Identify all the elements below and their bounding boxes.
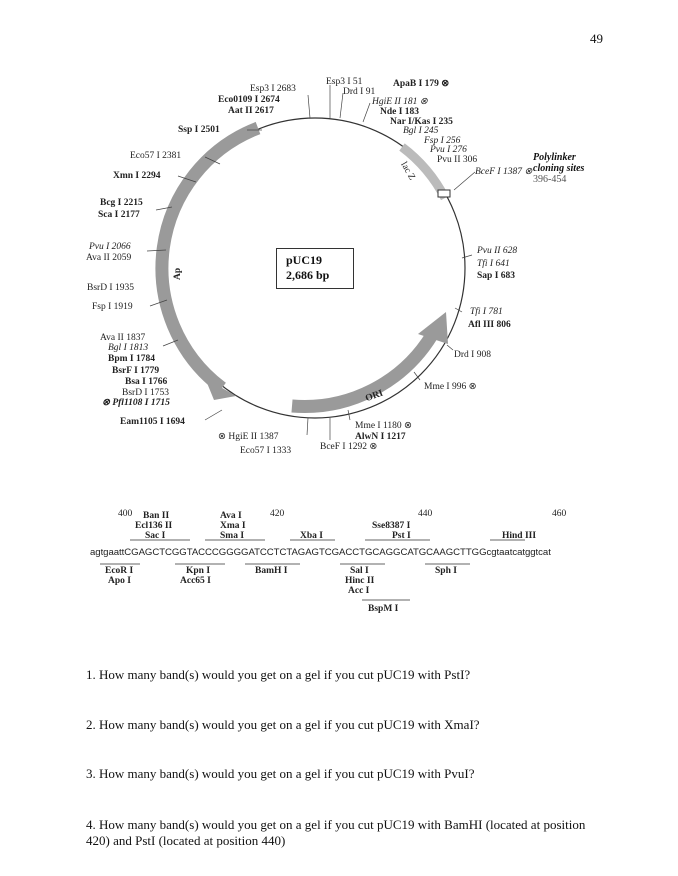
site-ava: Ava I — [220, 511, 242, 521]
site-bsa: Bsa I 1766 — [125, 377, 168, 387]
site-ava-2059: Ava II 2059 — [86, 253, 132, 263]
site-bgl-1813: Bgl I 1813 — [108, 343, 149, 353]
question-1: 1. How many band(s) would you get on a gel if you cut pUC19 with PstI? — [86, 667, 471, 682]
site-sse: Sse8387 I — [372, 521, 411, 531]
site-hgie-181: HgiE II 181 ⊗ — [372, 97, 428, 107]
site-pfl: ⊗ Pfl1108 I 1715 — [102, 398, 170, 408]
polylinker-sequence: agtgaattCGAGCTCGGTACCCGGGGATCCTCTAGAGTCGACCTGCAGGCATGCAAGCTTGGcgtaatcatggtcat — [90, 547, 551, 558]
polylinker-title: Polylinker — [533, 152, 576, 163]
site-sca: Sca I 2177 — [98, 210, 140, 220]
site-bpm: Bpm I 1784 — [108, 354, 155, 364]
site-apab: ApaB I 179 ⊗ — [393, 79, 450, 89]
site-pvu-628: Pvu II 628 — [477, 246, 518, 256]
site-hgie-1387: ⊗ HgiE II 1387 — [218, 432, 279, 442]
site-bam: BamH I — [255, 566, 288, 576]
site-nde: Nde I 183 — [380, 107, 420, 117]
site-sph: Sph I — [435, 566, 457, 576]
plasmid-size: 2,686 bp — [286, 268, 330, 282]
site-pvu-276: Pvu I 276 — [430, 145, 467, 155]
site-mme-1180: Mme I 1180 ⊗ — [355, 421, 412, 431]
site-sac: Sac I — [145, 531, 166, 541]
site-tfi-641: Tfi I 641 — [477, 259, 510, 269]
site-drd-91: Drd I 91 — [343, 87, 376, 97]
site-pst: Pst I — [392, 531, 411, 541]
site-ava-1837: Ava II 1837 — [100, 333, 146, 343]
plasmid-name-box — [276, 248, 354, 289]
site-eco57-2381: Eco57 I 2381 — [130, 151, 182, 161]
site-ban: Ban II — [143, 511, 170, 521]
polylinker-label — [533, 152, 584, 185]
polylinker-subtitle: cloning sites — [533, 163, 585, 174]
site-xba: Xba I — [300, 531, 323, 541]
site-esp3-51: Esp3 I 51 — [326, 77, 363, 87]
site-mme-996: Mme I 996 ⊗ — [424, 382, 477, 392]
site-aat: Aat II 2617 — [228, 106, 274, 116]
question-4: 4. How many band(s) would you get on a gel if you cut pUC19 with BamHI (located at position 420) and PstI (located at position 440) — [86, 817, 586, 848]
site-ssp: Ssp I 2501 — [178, 125, 220, 135]
site-ecl: Ecl136 II — [135, 521, 173, 531]
polylinker-sequence-diagram — [0, 500, 678, 620]
site-esp3-2683: Esp3 I 2683 — [250, 84, 296, 94]
site-acc65: Acc65 I — [180, 576, 211, 586]
polylinker-range: 396-454 — [533, 174, 567, 185]
question-2: 2. How many band(s) would you get on a gel if you cut pUC19 with XmaI? — [86, 717, 480, 732]
site-bcg: Bcg I 2215 — [100, 198, 143, 208]
site-kpn: Kpn I — [186, 566, 211, 576]
site-nar: Nar I/Kas I 235 — [390, 117, 453, 127]
site-bsrd-1935: BsrD I 1935 — [87, 283, 134, 293]
site-tfi-781: Tfi I 781 — [470, 307, 503, 317]
site-alwn: AlwN I 1217 — [355, 432, 406, 442]
site-pvu-2066: Pvu I 2066 — [89, 242, 131, 252]
ori-label: ORI — [364, 388, 385, 405]
site-ecor: EcoR I — [105, 566, 134, 576]
site-eco0109: Eco0109 I 2674 — [218, 95, 280, 105]
site-xma: Xma I — [220, 521, 246, 531]
site-sma: Sma I — [220, 531, 245, 541]
site-sal: Sal I — [350, 566, 369, 576]
site-pvu-306: Pvu II 306 — [437, 155, 478, 165]
site-bsrd-1753: BsrD I 1753 — [122, 388, 169, 398]
site-eam: Eam1105 I 1694 — [120, 417, 185, 427]
site-fsp-256: Fsp I 256 — [424, 136, 461, 146]
pos-400: 400 — [118, 509, 133, 519]
ori-arrow — [292, 335, 432, 406]
site-xmn: Xmn I 2294 — [113, 171, 161, 181]
question-3: 3. How many band(s) would you get on a gel if you cut pUC19 with PvuI? — [86, 766, 475, 781]
site-fsp-1919: Fsp I 1919 — [92, 302, 133, 312]
site-sap: Sap I 683 — [477, 271, 516, 281]
plasmid-name: pUC19 — [286, 253, 323, 267]
site-bspm: BspM I — [368, 604, 399, 614]
ap-gene-arrow — [162, 128, 258, 388]
pos-420: 420 — [270, 509, 285, 519]
site-afl: Afl III 806 — [468, 320, 511, 330]
site-hind: Hind III — [502, 531, 537, 541]
site-bgl-245: Bgl I 245 — [403, 126, 439, 136]
site-eco57-1333: Eco57 I 1333 — [240, 446, 292, 456]
polylinker-box — [438, 190, 450, 197]
ap-label: Ap — [173, 267, 183, 280]
site-bsrf: BsrF I 1779 — [112, 366, 160, 376]
lacz-label: lac Z — [398, 160, 417, 183]
site-acc: Acc I — [348, 586, 370, 596]
site-drd-908: Drd I 908 — [454, 350, 491, 360]
site-bcef-1387: BceF I 1387 ⊗ — [475, 167, 533, 177]
site-bcef-1292: BceF I 1292 ⊗ — [320, 442, 378, 452]
page-number: 49 — [590, 31, 603, 46]
site-apo: Apo I — [108, 576, 131, 586]
site-hinc: Hinc II — [345, 576, 375, 586]
pos-460: 460 — [552, 509, 567, 519]
pos-440: 440 — [418, 509, 433, 519]
